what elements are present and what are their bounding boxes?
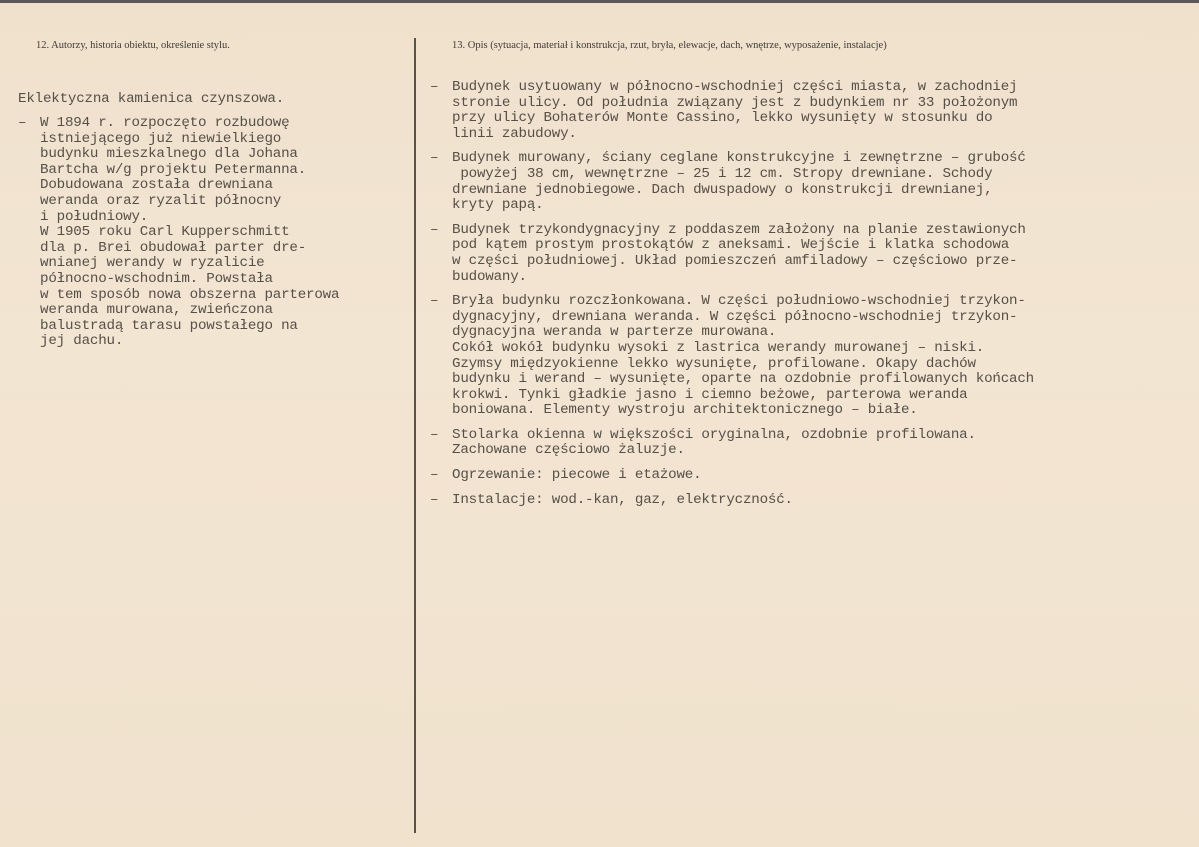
description-line: linii zabudowy.	[452, 125, 577, 142]
history-line: dla p. Brei obudował parter dre-	[40, 239, 307, 256]
column-divider	[414, 38, 416, 833]
history-line: w tem sposób nowa obszerna parterowa	[40, 286, 340, 303]
description-entry-location	[430, 80, 1034, 142]
history-line: Bartcha w/g projektu Petermanna.	[40, 161, 307, 178]
style-title: Eklektyczna kamienica czynszowa.	[18, 91, 285, 107]
description-line: Cokół wokół budynku wysoki z lastrica werandy murowanej – niski.	[452, 339, 985, 356]
description-entry-massing	[430, 294, 1034, 419]
description-line: Zachowane częściowo żaluzje.	[452, 442, 685, 459]
description-line: dygnacyjna weranda w parterze murowana.	[452, 324, 777, 341]
entry-dash: –	[430, 221, 439, 238]
description-line: krokwi. Tynki gładkie jasno i ciemno beżowe, parterowa weranda	[452, 386, 968, 403]
entry-dash: –	[430, 467, 439, 484]
history-line: północno-wschodnim. Powstała	[40, 270, 273, 287]
entry-dash: –	[430, 293, 439, 310]
history-line: wnianej werandy w ryzalicie	[40, 255, 265, 272]
entry-lines	[452, 493, 793, 509]
entry-lines	[452, 468, 701, 484]
entry-lines	[452, 294, 1034, 419]
history-line: weranda oraz ryzalit północny	[40, 192, 282, 209]
description-line: Budynek usytuowany w północno-wschodniej części miasta, w zachodniej	[452, 79, 1018, 95]
description-line: Bryła budynku rozczłonkowana. W części południowo-wschodniej trzykon-	[452, 293, 1026, 310]
description-line: pod kątem prostym prostokątów z aneksami. Wejście i klatka schodowa	[452, 237, 1010, 254]
entry-dash: –	[430, 150, 439, 167]
left-column-header: 12. Autorzy, historia obiektu, określenie stylu.	[36, 40, 230, 51]
history-line: istniejącego już niewielkiego	[40, 130, 282, 147]
description-line: w części południowej. Układ pomieszczeń amfiladowy – częściowo prze-	[452, 252, 1018, 269]
history-lines	[40, 116, 339, 350]
description-line: dygnacyjny, drewniana weranda. W części północno-wschodniej trzykon-	[452, 308, 1018, 325]
description-line: Budynek trzykondygnacyjny z poddaszem założony na planie zestawionych	[452, 221, 1026, 238]
entry-lines	[452, 151, 1026, 213]
description-entry-plan	[430, 223, 1034, 285]
history-line: W 1894 r. rozpoczęto rozbudowę	[40, 115, 290, 131]
description-entry-installations	[430, 493, 1034, 509]
entry-dash: –	[430, 426, 439, 443]
entry-dash: –	[430, 491, 439, 508]
description-line: budynku i werand – wysunięte, oparte na ozdobnie profilowanych końcach	[452, 371, 1034, 388]
description-line: boniowana. Elementy wystroju architektonicznego – białe.	[452, 402, 918, 419]
history-line: jej dachu.	[40, 333, 124, 350]
entry-dash: –	[430, 79, 439, 95]
description-entry-joinery	[430, 428, 1034, 459]
history-line: i południowy.	[40, 208, 149, 225]
description-line: Instalacje: wod.-kan, gaz, elektryczność.	[452, 491, 793, 508]
history-line: W 1905 roku Carl Kupperschmitt	[40, 224, 290, 241]
description-entry-heating	[430, 468, 1034, 484]
description-line: stronie ulicy. Od południa związany jest z budynkiem nr 33 położonym	[452, 94, 1018, 111]
history-line: balustradą tarasu powstałego na	[40, 317, 298, 334]
entry-lines	[452, 428, 976, 459]
entry-lines	[452, 80, 1017, 142]
history-entry	[18, 116, 339, 350]
description-line: powyżej 38 cm, wewnętrzne – 25 i 12 cm. Stropy drewniane. Schody	[452, 165, 993, 182]
history-line: Dobudowana została drewniana	[40, 177, 273, 194]
description-line: Ogrzewanie: piecowe i etażowe.	[452, 467, 702, 484]
description-line: budowany.	[452, 268, 527, 285]
right-column-header: 13. Opis (sytuacja, materiał i konstrukcja, rzut, bryła, elewacje, dach, wnętrze, wyposażenie, instalacje)	[452, 40, 887, 51]
entry-lines	[452, 223, 1026, 285]
history-block	[18, 116, 339, 350]
entry-dash: –	[18, 115, 27, 131]
description-line: Budynek murowany, ściany ceglane konstrukcyjne i zewnętrzne – grubość	[452, 150, 1026, 167]
description-line: drewniane jednobiegowe. Dach dwuspadowy o konstrukcji drewnianej,	[452, 181, 993, 198]
top-edge-border	[0, 0, 1199, 3]
description-line: kryty papą.	[452, 197, 544, 214]
history-line: weranda murowana, zwieńczona	[40, 302, 273, 319]
description-line: przy ulicy Bohaterów Monte Cassino, lekko wysunięty w stosunku do	[452, 110, 993, 127]
description-entry-construction	[430, 151, 1034, 213]
description-block	[430, 80, 1034, 517]
description-line: Gzymsy międzyokienne lekko wysunięte, profilowane. Okapy dachów	[452, 355, 976, 372]
description-line: Stolarka okienna w większości oryginalna, ozdobnie profilowana.	[452, 426, 976, 443]
history-line: budynku mieszkalnego dla Johana	[40, 146, 298, 163]
